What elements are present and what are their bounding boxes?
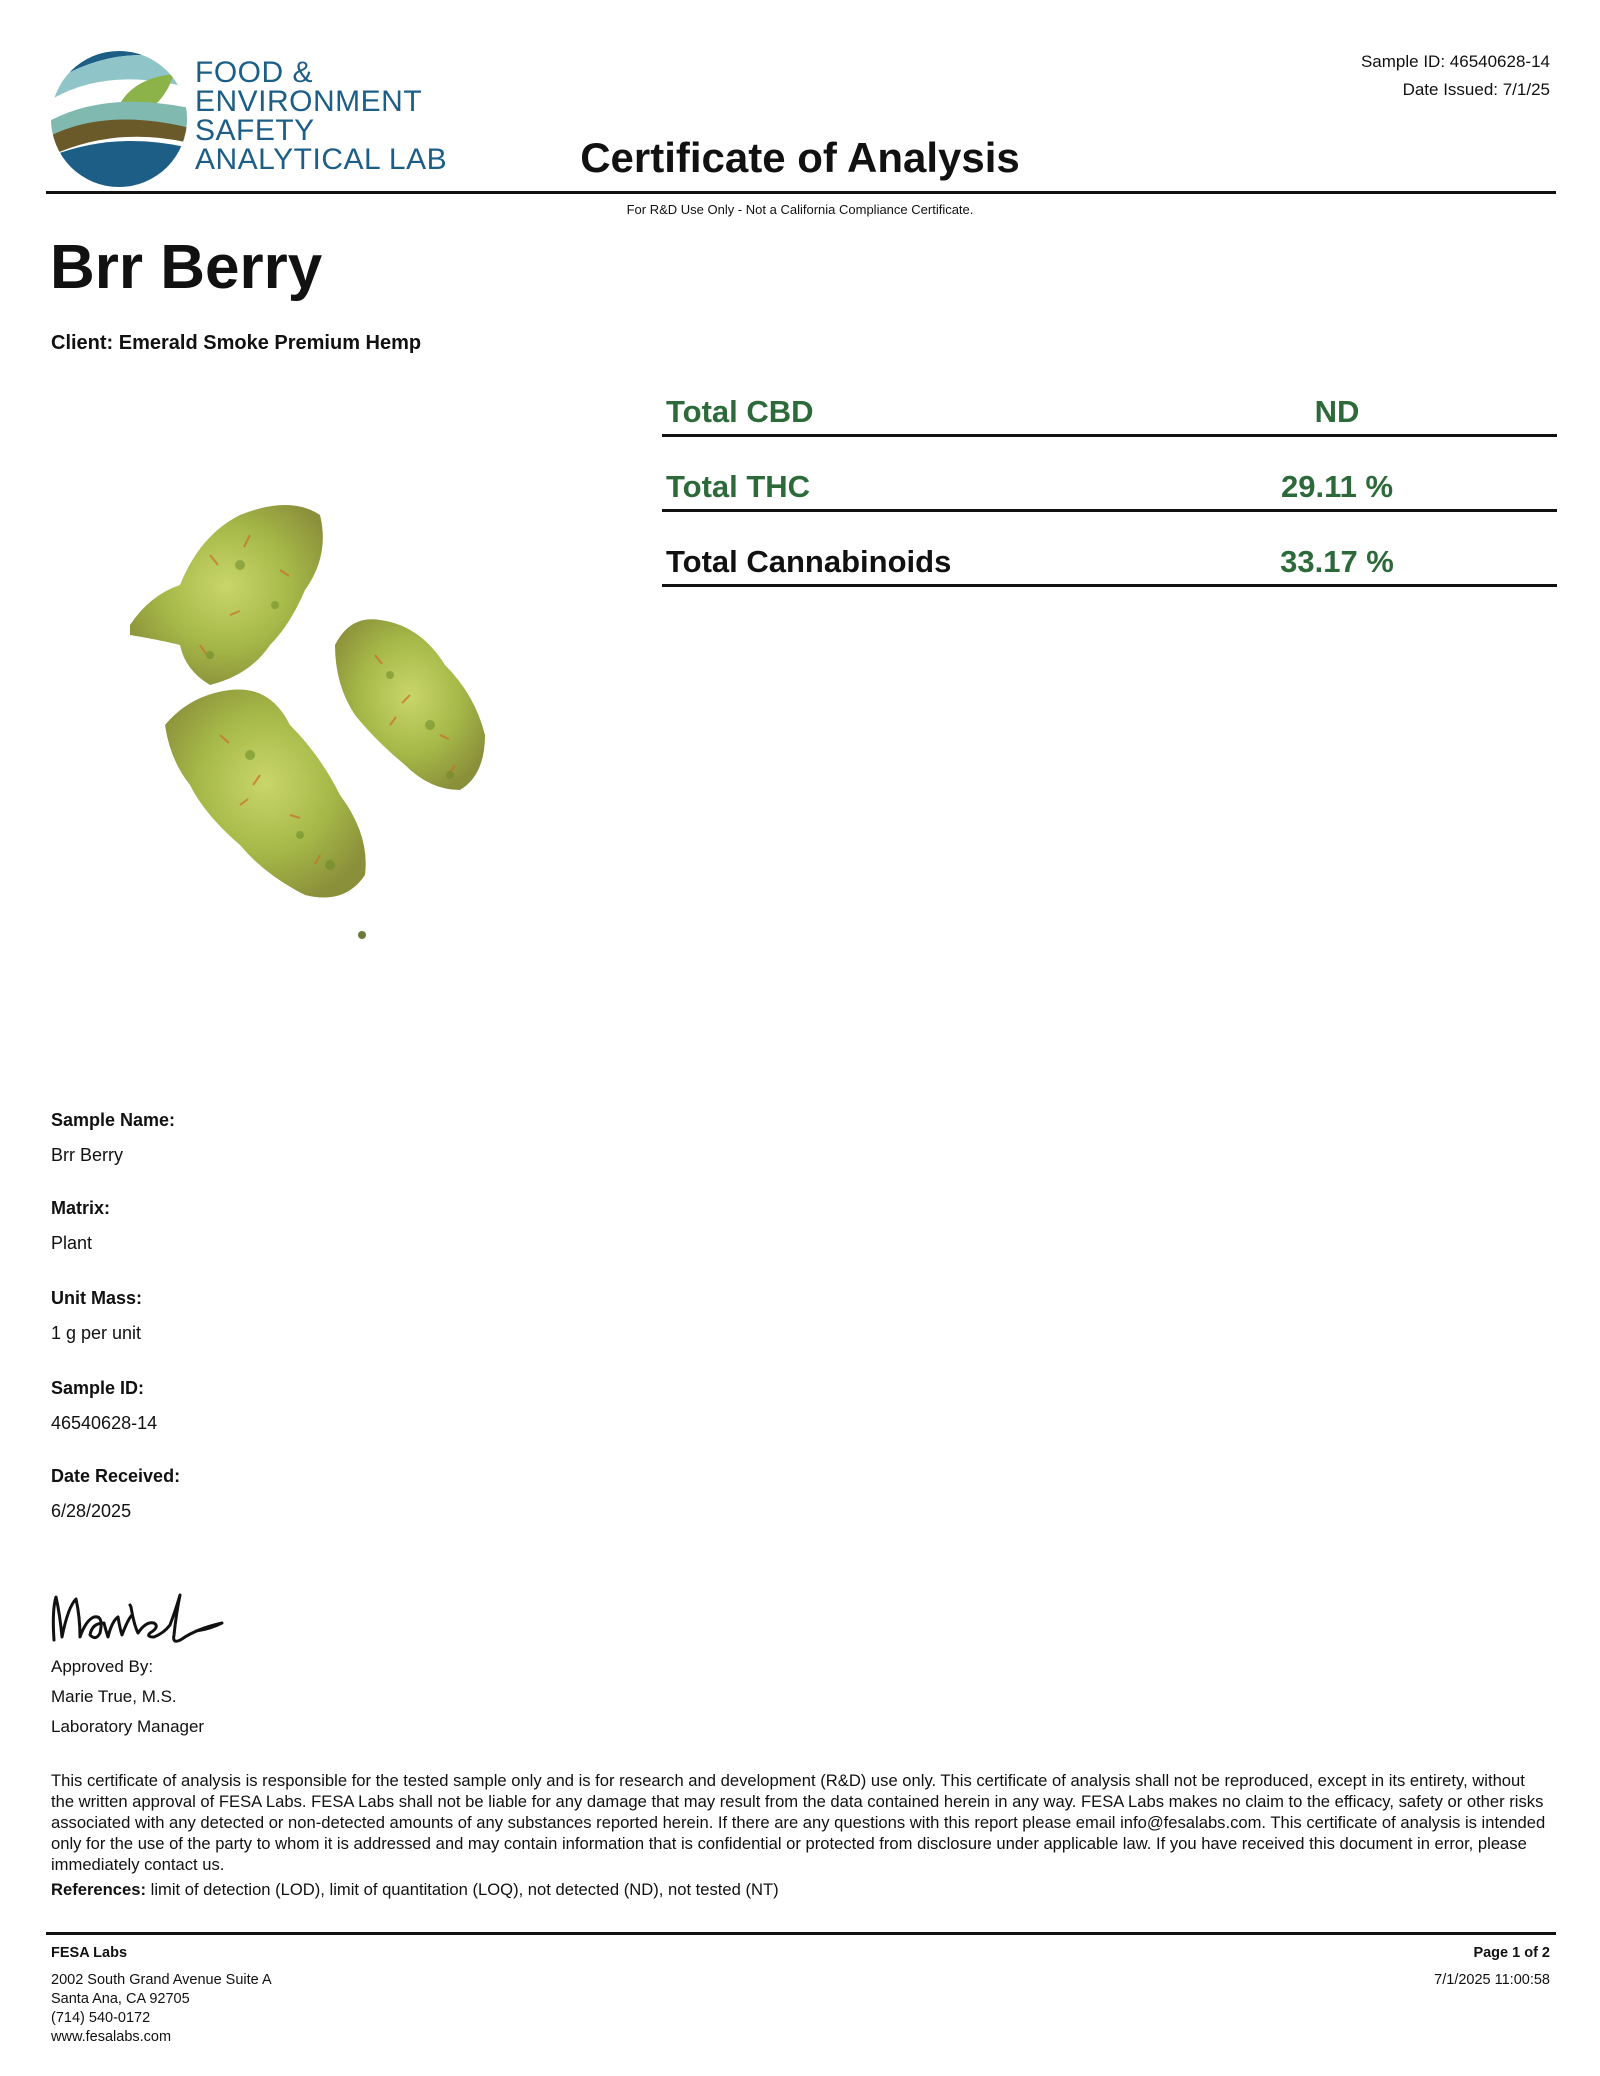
header-meta (1361, 48, 1550, 104)
field-value: 46540628-14 (51, 1413, 158, 1433)
result-value: ND (1314, 394, 1360, 429)
header-sample-id: Sample ID: 46540628-14 (1360, 52, 1550, 71)
field-sample-name (51, 1110, 175, 1166)
field-unit-mass (51, 1288, 142, 1344)
result-label: Total CBD (666, 394, 814, 429)
footer-page-number: Page 1 of 2 (1473, 1945, 1550, 1961)
result-row-total-cbd (662, 360, 1557, 437)
disclaimer-text: This certificate of analysis is responsible for the tested sample only and is for research and development (R&D) use only. This certificate of analysis shall not be reproduced, except in its entirety, without the written approval of FESA Labs. FESA Labs shall not be liable for any damage that may result from the data contained herein in any way. FESA Labs makes no claim to the efficacy, safety or other risks associated with any detected or non-detected amounts of any substances reported herein. If there are any questions with this report please email info@fesalabs.com. This certificate of analysis is intended only for the use of the party to whom it is addressed and may contain information that is confidential or protected from disclosure under applicable law. If you have received this document in error, please immediately contact us. (51, 1771, 1546, 1874)
header-divider (46, 191, 1556, 194)
footer-divider (46, 1932, 1556, 1935)
footer-timestamp: 7/1/2025 11:00:58 (1434, 1972, 1550, 1988)
approver-name: Marie True, M.S. (51, 1687, 177, 1706)
field-date-received (51, 1466, 180, 1522)
field-value: Plant (51, 1233, 93, 1253)
sample-title: Brr Berry (50, 233, 323, 302)
footer-address (51, 1944, 272, 2047)
footer-company: FESA Labs (51, 1945, 128, 1961)
references-label: References: (51, 1880, 147, 1899)
field-matrix (51, 1198, 110, 1254)
sample-photo (90, 395, 550, 945)
field-value: 6/28/2025 (51, 1501, 132, 1521)
field-label: Sample ID: (51, 1378, 145, 1398)
header-date-issued: Date Issued: 7/1/25 (1402, 80, 1550, 99)
lab-name-logo-text: FOOD & ENVIRONMENT SAFETY ANALYTICAL LAB (195, 56, 448, 176)
result-value: 33.17 % (1280, 544, 1394, 579)
approved-by-label: Approved By: (51, 1657, 154, 1676)
field-sample-id (51, 1378, 157, 1434)
rd-use-note: For R&D Use Only - Not a California Compliance Certificate. (626, 202, 974, 217)
approval-block (51, 1652, 204, 1742)
footer-website[interactable]: www.fesalabs.com (51, 2029, 172, 2045)
document-title: Certificate of Analysis (580, 134, 1020, 181)
field-label: Unit Mass: (51, 1288, 143, 1308)
references-text: limit of detection (LOD), limit of quantitation (LOQ), not detected (ND), not tested (NT) (146, 1880, 779, 1899)
result-row-total-cannabinoids (662, 510, 1557, 587)
result-value: 29.11 % (1280, 469, 1394, 504)
footer-address-line2: Santa Ana, CA 92705 (51, 1991, 190, 2007)
result-label: Total Cannabinoids (666, 544, 952, 579)
result-label: Total THC (666, 469, 811, 504)
footer-address-line1: 2002 South Grand Avenue Suite A (51, 1972, 272, 1988)
field-label: Sample Name: (51, 1110, 176, 1130)
references-line (51, 1880, 779, 1900)
signature (46, 1585, 246, 1650)
field-label: Date Received: (51, 1466, 181, 1486)
field-value: Brr Berry (51, 1145, 123, 1165)
result-row-total-thc (662, 435, 1557, 512)
client-line: Client: Emerald Smoke Premium Hemp (51, 332, 422, 354)
field-value: 1 g per unit (51, 1323, 142, 1343)
footer-phone: (714) 540-0172 (51, 2010, 151, 2026)
field-label: Matrix: (51, 1198, 111, 1218)
approver-role: Laboratory Manager (51, 1717, 205, 1736)
footer-page-info (1434, 1944, 1550, 1990)
